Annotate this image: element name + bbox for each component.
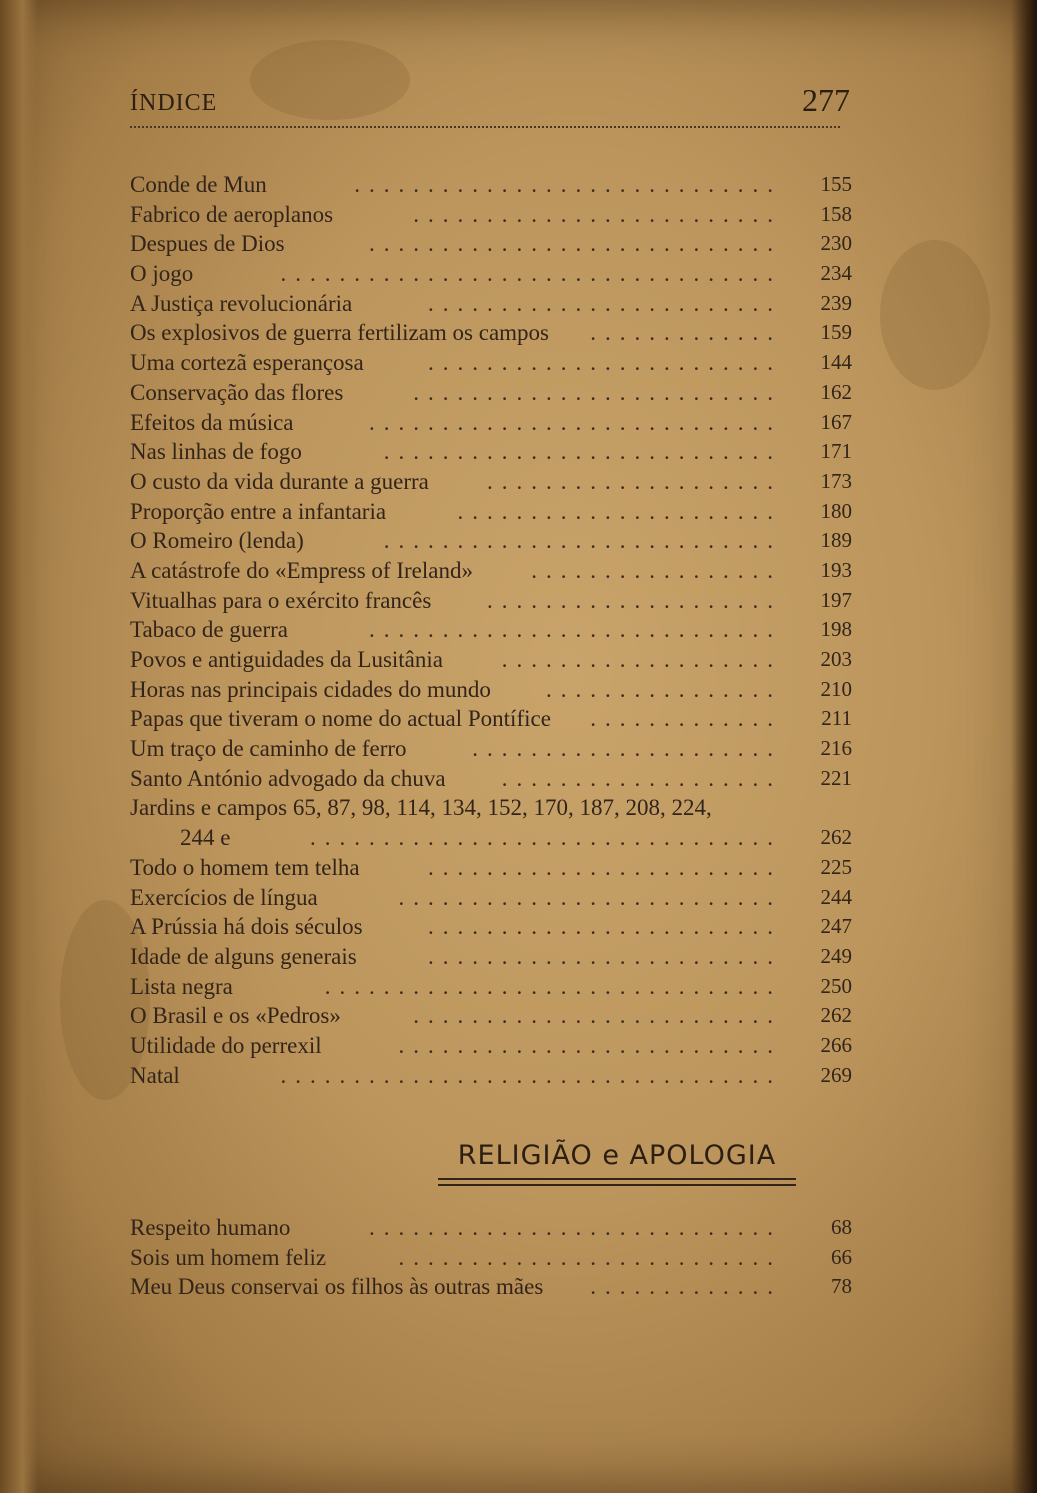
entry-title: Idade de alguns generais — [130, 943, 357, 969]
entry-page-number: 211 — [821, 706, 852, 731]
index-entry — [130, 467, 852, 497]
index-entry — [130, 526, 852, 556]
dot-leader: ........................... — [383, 528, 782, 554]
dot-leader: .......................... — [398, 1244, 782, 1270]
index-entry — [130, 1031, 852, 1061]
entry-page-number: 155 — [820, 172, 852, 196]
index-entry — [130, 497, 852, 527]
entry-title: Tabaco de guerra — [130, 617, 289, 643]
entry-title: Efeitos da música — [130, 409, 294, 435]
dot-leader: ............................. — [354, 172, 782, 197]
entry-title: Respeito humano — [130, 1215, 291, 1240]
entry-page-number: 144 — [820, 350, 852, 375]
dot-leader: ............. — [590, 320, 782, 346]
entry-title: A Prússia há dois séculos — [130, 914, 363, 940]
entry-title: Exercícios de língua — [130, 884, 318, 910]
entry-page-number: 173 — [820, 468, 852, 493]
dot-leader: ............................... — [324, 973, 782, 999]
entry-title: Meu Deus conservai os filhos às outras mães — [130, 1274, 544, 1300]
dot-leader: ................ — [546, 676, 782, 702]
entry-title: Conde de Mun — [130, 172, 267, 197]
dot-leader: ...................... — [457, 498, 782, 524]
header-title: ÍNDICE — [130, 90, 218, 116]
index-entry — [130, 229, 852, 259]
dot-leader: ............................ — [369, 409, 782, 435]
dot-leader: .................................. — [280, 1062, 782, 1088]
entry-page-number: 66 — [831, 1244, 852, 1269]
entry-title: Jardins e campos 65, 87, 98, 114, 134, 152, 170, 187, 208, 224, — [130, 795, 712, 821]
entry-title: Utilidade do perrexil — [130, 1032, 322, 1058]
dot-leader: ................... — [501, 647, 782, 672]
entry-page-number: 180 — [820, 498, 852, 523]
index-entry — [130, 289, 852, 319]
dot-leader: ........................ — [428, 350, 782, 376]
entry-page-number: 68 — [831, 1215, 852, 1239]
entry-title: Natal — [130, 1062, 180, 1088]
entry-page-number: 158 — [820, 201, 852, 226]
index-entry — [130, 200, 852, 230]
entry-page-number: 225 — [820, 854, 852, 879]
index-entry — [130, 734, 852, 764]
entry-title: Despues de Dios — [130, 231, 285, 257]
dot-leader: ..................... — [472, 736, 782, 762]
dot-leader: ......................... — [413, 201, 782, 227]
dot-leader: ............. — [590, 706, 782, 732]
index-entry — [130, 1213, 852, 1243]
entry-page-number: 197 — [820, 587, 852, 612]
index-list — [130, 170, 852, 1090]
entry-page-number: 159 — [820, 320, 852, 345]
section-double-rule — [438, 1178, 796, 1186]
entry-page-number: 262 — [820, 825, 852, 850]
entry-title: Uma cortezã esperançosa — [130, 350, 364, 376]
dot-leader: .................... — [487, 587, 782, 613]
entry-page-number: 250 — [820, 973, 852, 998]
entry-title: O custo da vida durante a guerra — [130, 468, 429, 494]
index-entry — [130, 318, 852, 348]
entry-title: Conservação das flores — [130, 379, 344, 405]
entry-title: Nas linhas de fogo — [130, 439, 302, 465]
entry-page-number: 167 — [820, 409, 852, 434]
index-entry — [130, 823, 852, 853]
dot-leader: .................... — [487, 468, 782, 494]
dot-leader: ......................... — [413, 1003, 782, 1029]
entry-title: Proporção entre a infantaria — [130, 498, 387, 524]
entry-title: Povos e antiguidades da Lusitânia — [130, 647, 443, 672]
entry-title: Os explosivos de guerra fertilizam os campos — [130, 320, 549, 346]
dot-leader: ........................ — [428, 914, 782, 940]
entry-page-number: 247 — [820, 914, 852, 939]
index-entry — [130, 408, 852, 438]
index-entry — [130, 615, 852, 645]
entry-title: Vitualhas para o exército francês — [130, 587, 432, 613]
entry-page-number: 193 — [820, 557, 852, 582]
entry-title: O Romeiro (lenda) — [130, 528, 304, 554]
index-entry — [130, 348, 852, 378]
entry-page-number: 269 — [820, 1062, 852, 1087]
index-entry — [130, 1272, 852, 1302]
index-entry — [130, 437, 852, 467]
dot-leader: ................................ — [310, 825, 782, 851]
dot-leader: .......................... — [398, 1032, 782, 1058]
entry-title: A Justiça revolucionária — [130, 290, 353, 316]
entry-title: O jogo — [130, 261, 194, 287]
index-entry — [130, 1243, 852, 1273]
entry-page-number: 162 — [820, 379, 852, 404]
paper-stain — [880, 240, 990, 390]
entry-title: Lista negra — [130, 973, 233, 999]
entry-page-number: 198 — [820, 617, 852, 642]
index-entry — [130, 972, 852, 1002]
entry-page-number: 171 — [820, 439, 852, 464]
dot-leader: ........................ — [428, 854, 782, 880]
entry-page-number: 210 — [820, 676, 852, 701]
entry-page-number: 189 — [820, 528, 852, 553]
entry-page-number: 230 — [820, 231, 852, 256]
index-entry — [130, 793, 852, 823]
index-entry — [130, 942, 852, 972]
page-edge-shadow — [1011, 0, 1037, 1493]
index-entry — [130, 259, 852, 289]
book-spine — [0, 0, 38, 1493]
header-page-number: 277 — [802, 82, 850, 118]
entry-title: Todo o homem tem telha — [130, 854, 360, 880]
index-entry — [130, 1061, 852, 1091]
dot-leader: ........................ — [428, 943, 782, 969]
dot-leader: .................................. — [280, 261, 782, 287]
dot-leader: ................... — [501, 765, 782, 791]
entry-page-number: 262 — [820, 1003, 852, 1028]
entry-title: Papas que tiveram o nome do actual Pontífice — [130, 706, 551, 732]
dot-leader: ............. — [590, 1274, 782, 1300]
dot-leader: ......................... — [413, 379, 782, 405]
section-index-list — [130, 1213, 852, 1302]
dot-leader: ................. — [531, 557, 782, 583]
dot-leader: ............................ — [369, 231, 782, 257]
entry-page-number: 203 — [820, 647, 852, 671]
dot-leader: ............................ — [369, 617, 782, 643]
entry-title: Santo António advogado da chuva — [130, 765, 446, 791]
index-entry — [130, 378, 852, 408]
dot-leader: ............................ — [369, 1215, 782, 1240]
index-entry — [130, 704, 852, 734]
entry-page-number: 266 — [820, 1032, 852, 1057]
index-entry — [130, 1001, 852, 1031]
index-entry — [130, 853, 852, 883]
dot-leader: ........................ — [428, 290, 782, 316]
entry-page-number: 78 — [831, 1274, 852, 1299]
index-entry — [130, 912, 852, 942]
index-entry — [130, 556, 852, 586]
entry-title: O Brasil e os «Pedros» — [130, 1003, 341, 1029]
entry-title: Um traço de caminho de ferro — [130, 736, 407, 762]
header-dotted-rule — [130, 126, 840, 128]
section-heading: RELIGIÃO e APOLOGIA — [457, 1140, 777, 1171]
index-entry — [130, 170, 852, 200]
paper-stain — [250, 40, 410, 120]
entry-page-number: 249 — [820, 943, 852, 968]
entry-page-number: 239 — [820, 290, 852, 315]
entry-title: Fabrico de aeroplanos — [130, 201, 334, 227]
index-entry — [130, 645, 852, 675]
dot-leader: .......................... — [398, 884, 782, 910]
entry-page-number: 244 — [820, 884, 852, 909]
entry-page-number: 216 — [820, 736, 852, 761]
entry-page-number: 221 — [820, 765, 852, 790]
index-entry — [130, 764, 852, 794]
index-entry — [130, 883, 852, 913]
dot-leader: ........................... — [383, 439, 782, 465]
entry-title: A catástrofe do «Empress of Ireland» — [130, 557, 473, 583]
entry-title: Horas nas principais cidades do mundo — [130, 676, 491, 702]
entry-title: Sois um homem feliz — [130, 1244, 327, 1270]
index-entry — [130, 675, 852, 705]
index-entry — [130, 586, 852, 616]
entry-title: 244 e — [180, 825, 231, 851]
entry-page-number: 234 — [820, 261, 852, 286]
